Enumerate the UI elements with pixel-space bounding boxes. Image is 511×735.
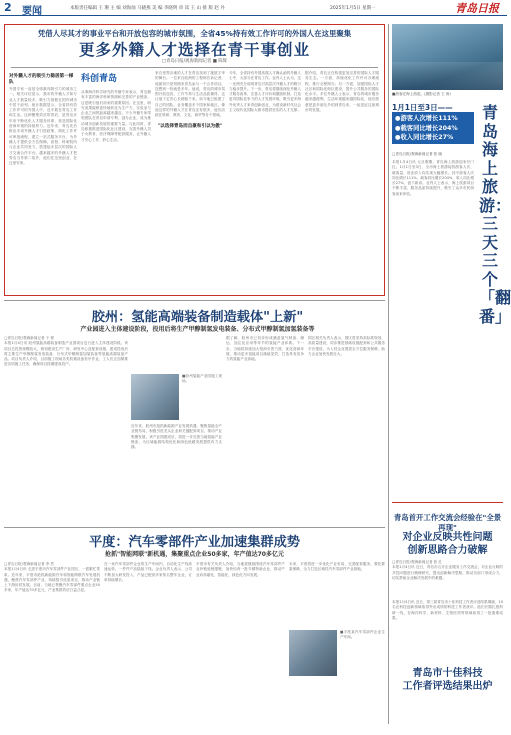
jiaozhou-headline: 胶州：氢能高端装备制造载体"上新" xyxy=(91,310,304,325)
right-text-3: 本报1月4日讯 近日，第三届青岛市十佳科技工作者评选结果揭晓，10名在科技创新领域取得突出成绩的科技工作者获评。他们长期扎根科研一线，在海洋科学、新材料、生物医药等领域取得了一批重要成果。 xyxy=(392,600,503,620)
jiaozhou-text-2: 近年来，胶州市抢抓新能源产业发展机遇，聚焦氢能全产业链布局，积极引进龙头企业和关键配套项目，推动产业集聚发展。该产业园建成后，将进一步完善当地氢能产业链条，为区域能源结构优化和绿色低碳发展提供有力支撑。 xyxy=(131,424,222,450)
pingdu-headline: 平度：汽车零部件产业加速集群成势 xyxy=(89,535,300,550)
pingdu-photo xyxy=(289,630,337,676)
right-article-3-headline xyxy=(392,668,503,693)
pingdu-text-1: 本报1月4日讯 走进平度市汽车零部件产业园区，一派繁忙景象。近年来，平度市抢抓新能源汽车和智能网联汽车发展机遇，聚焦汽车零部件产业，持续招引优质项目，推动产业链上下游协同发展。目前，当地已集聚汽车零部件重点企业50多家，年产值达70多亿元，产业集群效应日益凸显。 xyxy=(4,567,100,593)
section-divider-1 xyxy=(4,300,385,301)
feature-kicker: 凭借人尽其才的事业平台和开放包容的城市氛围，全省45%持有效工作许可的外国人在这里聚集 xyxy=(37,29,352,38)
feature-col-2 xyxy=(81,71,151,293)
stat-visitors: ●游客人次增长111% xyxy=(395,115,458,122)
right-article-3-headline-2: 工作者评选结果出炉 xyxy=(402,680,493,692)
page-number: 2 xyxy=(4,1,12,14)
issue-date: 2025年1月5日 星期一 xyxy=(330,6,376,11)
jiaozhou-text-4: 园区相关负责人表示，园区将坚持高标准规划、高质量建设，同步推进基础设施配套和公共服务平台建设，为入驻企业提供全方位服务保障，助力企业加快发展壮大。 xyxy=(308,336,385,356)
section-divider-2 xyxy=(4,527,385,528)
feature-col5-text: 据介绍，青岛正在构建更加完善的国际人才服务生态。一方面，持续优化工作许可办理流程，推行全程网办；另一方面，加强国际人才社区和国际化街区建设，提升公共服务的国际化水平。多位外籍人士表示，青岛的城市服务越来越便利，生活环境越来越国际化，他们愿意把更多朋友介绍到青岛来，一起见证这座城市的发展。 xyxy=(305,71,379,113)
feature-col-4 xyxy=(229,71,301,293)
jiaozhou-byline: □青岛日报/观海新闻记者 于 程 xyxy=(4,336,55,340)
feature-subhead-1: 对外籍人才的吸引力稳居第一梯队 xyxy=(9,74,74,85)
holiday-date-line: 1月1日至3日—— xyxy=(392,103,453,112)
right-article-3-headline-1: 青岛市十佳科技 xyxy=(412,668,483,679)
jiaozhou-photo xyxy=(131,374,179,420)
feature-col4-text: 今年，全省持有外国高端人才确认函的外籍人士中，大部分在青岛工作。业内人士认为，这一比例充分说明青岛对高层次外籍人才的吸引力稳步提升。下一步，青岛将继续深化外籍人才服务改革，完善人才评价和激励机制，打造更具国际竞争力的人才发展环境，吸引更多海外优秀人才来青创新创业，为建设新时代社会主义现代化国际大都市提供坚实的人才支撑。 xyxy=(229,71,301,113)
feature-headline: 更多外籍人才选择在青干事创业 xyxy=(78,41,310,59)
stat-revenue: ●收入同比增长27% xyxy=(395,134,454,141)
stat-capacity: ●载客同比增长204% xyxy=(395,124,458,132)
page-header xyxy=(0,0,507,16)
feature-col-1 xyxy=(9,71,77,293)
right-article-2-kicker: 青岛首开工作交流会经验在"全景再现" xyxy=(393,513,502,532)
feature-byline: □青岛日报/观海新闻记者 ■ 陈辉 xyxy=(161,59,228,64)
pingdu-subheadline: 抢抓"智能网联"新机遇，集聚重点企业50多家，年产值达70多亿元 xyxy=(105,551,284,558)
feature-article xyxy=(4,24,385,296)
newspaper-logo: 青岛日报 xyxy=(455,2,499,15)
jiaozhou-col-1 xyxy=(4,336,128,526)
column-tag-box xyxy=(81,71,151,87)
stats-byline: □青岛日报/观海新闻记者 张 晓 xyxy=(392,152,443,156)
pingdu-byline: □青岛日报/观海新闻记者 李 然 xyxy=(4,562,55,566)
feature-col-3 xyxy=(155,71,225,293)
right-article-2-byline: □青岛日报/观海新闻记者 张 红 xyxy=(392,560,443,564)
right-article-2-headline-2: 创新思路合力破解 xyxy=(407,544,488,556)
right-article-2 xyxy=(392,502,503,598)
column-tag: 科创青岛 xyxy=(81,74,118,84)
editor-meta: 本版责任编辑 王 珊 主 编 刘海灿 马晓燕 美 编 李晓明 审 读 王 山 排 版 赵 丹 xyxy=(70,6,225,11)
photo-caption: ■游客在海上游览。(摄影记者 王 涛) xyxy=(392,92,451,96)
tourism-stats-box xyxy=(392,112,474,144)
jiaozhou-photo-caption: ■胶州氢能产业园施工现场。 xyxy=(182,374,222,384)
right-article-2-headline-1: 对企业反映共性问题 xyxy=(402,532,493,543)
pingdu-text-3: 平度市有关负责人介绍，当地将继续围绕汽车零部件产业补链延链强链，加快培育一批专精特新企业，推动产业向高端化、智能化、绿色化方向发展。 xyxy=(196,562,285,577)
feature-divider xyxy=(11,67,378,68)
right-article-2-text: 本报1月4日讯 近日，青岛市召开企业服务工作交流会，对企业反映的共性问题进行梳理研究，提出创新解决思路，推动各部门形成合力，切实帮助企业解决发展中的难题。 xyxy=(392,565,503,580)
feature-col1-text: 外国专家一直是全球最具吸引力的城市之一。相关评估显示，我市的外籍人才和专业人才数量较多，吸引力指数在国内城市中居于前列。统计数据显示，全省持有效工作许可的外国人中，近半数在青岛工作和生活。这种聚集效应的背后，是青岛多年来不断优化人才服务体系、营造国际化营商环境的持续努力。近年来，青岛先后推出多项外籍人才引进政策，简化工作许可审批流程，建立一站式服务平台，为外籍人才提供全方位保障。高校、科研院所与企业共同发力，搭建起多层次的国际人才交流合作平台。越来越多的外籍人才把青岛当作第二故乡，他们在这里创业、在这里安家。 xyxy=(9,87,77,166)
pingdu-col-1 xyxy=(4,562,100,730)
section-title: 要闻 xyxy=(22,6,42,17)
column-rule xyxy=(388,24,389,724)
feature-col-5 xyxy=(305,71,379,293)
vertical-headline: 青岛海上旅游：三天三个「翻番」 xyxy=(479,103,511,326)
right-text-1: 本报1月4日讯 元旦假期，青岛海上旅游迎来开门红。1月1日至3日，全市海上旅游接待游客人次、载客量、营业收入均实现大幅增长。其中游客人次同比增长111%，载客同比增长204%，收入同比增长27%，创下新高。业内人士表示，海上旅游项目不断丰富，服务品质持续提升，吸引了众多市民游客前来体验。 xyxy=(392,160,474,196)
jiaozhou-subheadline: 产业园进入主体建设阶段，投用后将生产甲醇制氢发电装备、分布式甲醇制氢加氢装备等 xyxy=(80,326,315,333)
feature-col3-text: 来自世界各地的人才在青岛找到了施展才华的舞台。一位来自欧洲的工程师告诉记者，他最初只是短期来青岛参与一个合作项目，没想到一待就是多年。他说，青岛的城市氛围开放包容，工作节奏与生活品质兼得，这让他下定决心长期留下来。如今他已组建了自己的团队，业务覆盖多个国家和地区。像他这样的外籍人才在青岛还有很多，他们活跃在科研、教育、文化、商贸等各个领域。 xyxy=(155,71,225,118)
feature-col2-text: 从事海洋科学研究的外籍专家表示，青岛拥有丰富的海洋科研资源和完善的产业链条，这是吸引他们前来的重要原因。在这里，研究成果能够更快地转化为生产力，实验室与企业之间的距离越来越近。不少外籍专家带领团队在青岛申请专利、创办企业，成为推动城市创新发展的重要力量。与此同时，青岛积极推进国际化社区建设，完善外籍人员子女教育、医疗保障等配套服务，让外籍人才安心工作、舒心生活。 xyxy=(81,90,151,142)
sea-tourism-photo xyxy=(392,24,503,90)
pingdu-text-4: 未来，平度将进一步优化产业布局，完善配套服务，强化要素保障，全力打造区域性汽车零部件产业基地。 xyxy=(289,562,385,572)
jiaozhou-text-1: 本报1月4日讯 胶州氢能高端装备制造产业园项目近日进入主体建设阶段。该项目总投资规模较大，规划建设生产厂房、研发中心及配套设施，建成投用后将主要生产甲醇制氢发电装备、分布式甲醇制氢加氢装备等氢能高端装备产品。项目负责人介绍，目前施工现场各类机械设备有序作业，工人们正加紧推进各项施工任务，确保项目按期建成投产。 xyxy=(4,341,128,367)
jiaozhou-text-3: 据了解，胶州市已初步形成涵盖氢气制备、储运、加注及应用等环节的氢能产业体系。下一步，当地将持续加大招商引资力度，优化营商环境，推动更多氢能项目落地见效，打造具有竞争力的氢能产业高地。 xyxy=(226,336,304,362)
feature-subhead-2: "以选择青岛而自豪和引以为傲" xyxy=(157,123,223,129)
pingdu-text-2: 在一家汽车零部件企业的生产车间内，自动化生产线高速运转，一件件产品陆续下线。企业负责人表示，公司不断加大研发投入，产品已配套多家知名整车企业，订单持续增长。 xyxy=(104,562,192,582)
pingdu-photo-caption: ■平度某汽车零部件企业生产车间。 xyxy=(340,630,385,640)
